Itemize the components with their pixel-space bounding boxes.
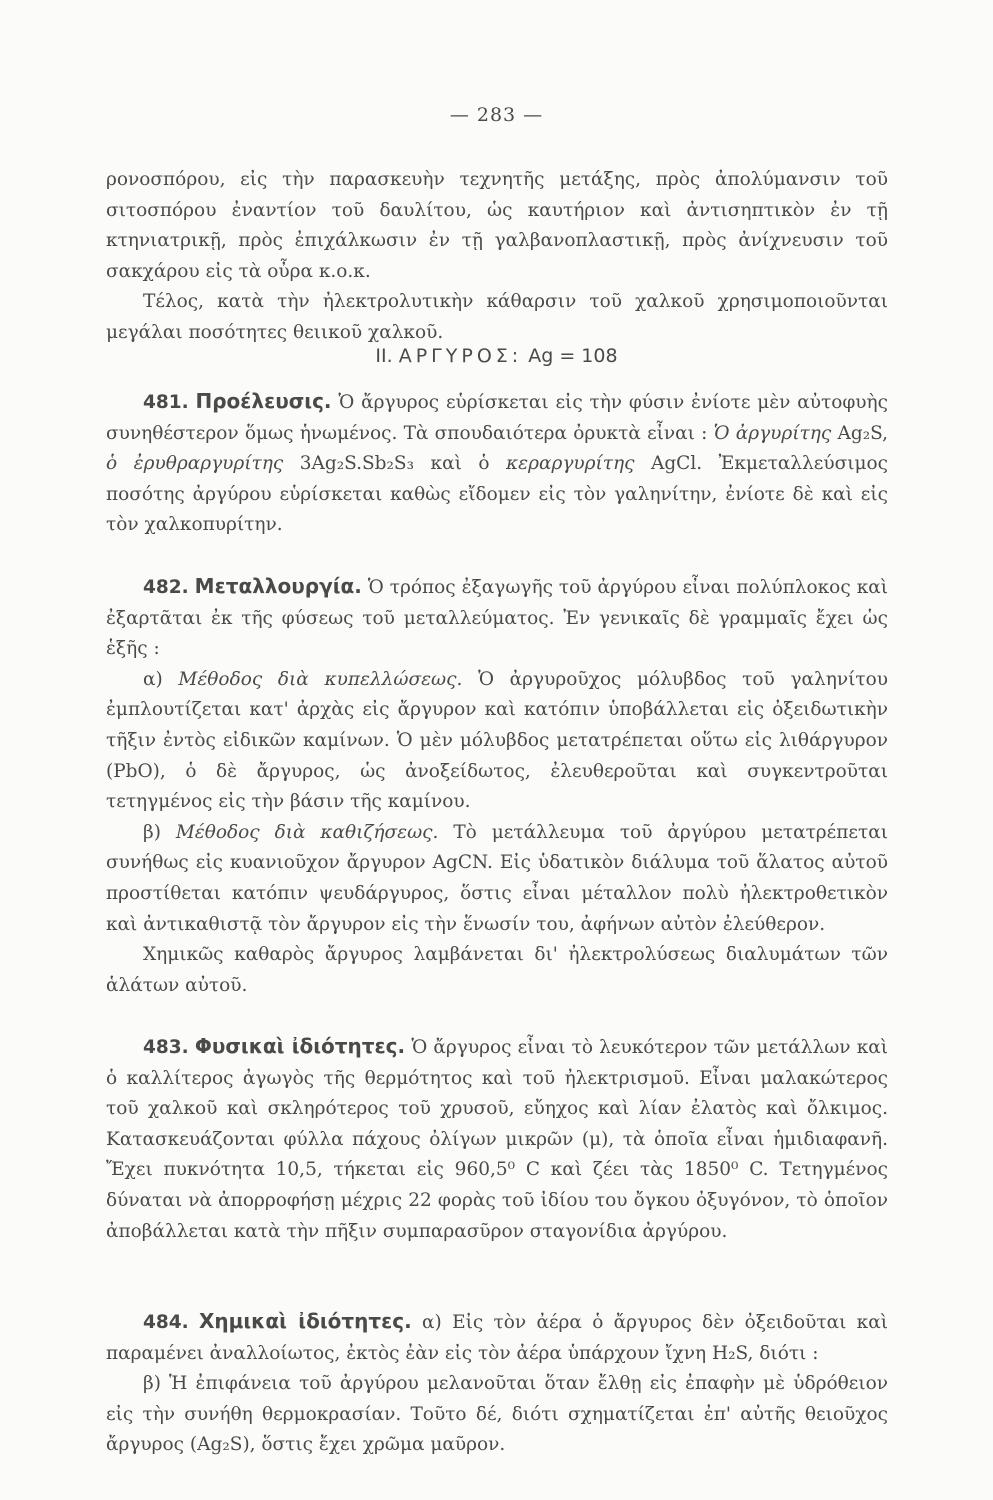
paragraph-484 [106,1306,888,1369]
method-label: β) [143,821,161,843]
paragraph-number: 482. [143,577,189,598]
intro-paragraph-2: Τέλος, κατὰ τὴν ἠλεκτρολυτικὴν κάθαρσιν τοῦ χαλκοῦ χρησιμοποιοῦνται μεγάλαι ποσότητες θειικοῦ χαλκοῦ. [106,291,888,343]
paragraph-text: α) Εἰς τὸν ἀέρα ὁ ἄργυρος δὲν ὀξειδοῦται καὶ παραμένει ἀναλλοίωτος, ἐκτὸς ἐὰν εἰς τὸν ἀέρα ὑπάρχουν ἴχνη H₂S, διότι : [106,1312,888,1364]
paragraph-481 [106,386,888,541]
paragraph-text: Ὁ ἄργυρος εἶναι τὸ λευκότερον τῶν μετάλλων καὶ ὁ καλλίτερος ἀγωγὸς τῆς θερμότητος καὶ τοῦ ἠλεκτρισμοῦ. Εἶναι μαλακώτερος τοῦ χαλκοῦ καὶ σκληρότερος τοῦ χρυσοῦ, εὔηχος καὶ λίαν ἐλατὸς καὶ ὄλκιμος. Κατασκευάζονται φύλλα πάχους ὀλίγων μικρῶν (μ), τὰ ὁποῖα εἶναι ἡμιδιαφανῆ. Ἔχει πυκνότητα 10,5, τήκεται εἰς 960,5⁰ C καὶ ζέει τὰς 1850⁰ C. Τετηγμένος δύναται νὰ ἀπορροφήσῃ μέχρις 22 φορὰς τοῦ ἰδίου του ὄγκου ὀξυγόνον, τὸ ὁποῖον ἀποβάλλεται κατὰ τὴν πῆξιν συμπαρασῦρον σταγονίδια ἀργύρου. [106,1037,889,1242]
paragraph-text: Ὁ ἄργυρος εὑρίσκεται εἰς τὴν φύσιν ἐνίοτε μὲν αὐτοφυὴς συνηθέστερον ὅμως ἡνωμένος. Τὰ σπουδαιότερα ὀρυκτὰ εἶναι : [106,392,888,444]
method-title: Μέθοδος διὰ καθιζήσεως. [175,821,439,843]
paragraph-482 [106,571,888,665]
mineral-name: Ὁ ἀργυρίτης [713,422,832,444]
electrolysis-paragraph: Χημικῶς καθαρὸς ἄργυρος λαμβάνεται δι' ἠλεκτρολύσεως διαλυμάτων τῶν ἁλάτων αὐτοῦ. [106,944,888,996]
page-number: — 283 — [449,104,544,126]
section-484 [106,1306,888,1461]
section-483 [106,1031,888,1247]
paragraph-text: Ὁ τρόπος ἐξαγωγῆς τοῦ ἀργύρου εἶναι πολύπλοκος καὶ ἐξαρτᾶται ἐκ τῆς φύσεως τοῦ μεταλλεύματος. Ἐν γενικαῖς δὲ γραμμαῖς ἔχει ὡς ἑξῆς : [106,577,888,660]
paragraph-heading: Χημικαὶ ἰδιότητες. [198,1309,412,1333]
mineral-name: ὁ ἐρυθραργυρίτης [106,453,284,475]
section-title [0,345,993,367]
method-b-paragraph [106,818,888,940]
section-482 [106,571,888,1001]
method-text: Τὸ μετάλλευμα τοῦ ἀργύρου μετατρέπεται συνήθως εἰς κυανιοῦχον ἄργυρον AgCN. Εἰς ὑδατικὸν διάλυμα τοῦ ἅλατος αὐτοῦ προστίθεται κατόπιν ψευδάργυρος, ὅστις εἶναι μέταλλον πολὺ ἠλεκτροθετικὸν καὶ ἀντικαθιστᾷ τὸν ἄργυρον εἰς τὴν ἕνωσίν του, ἀφήνων αὐτὸν ἐλεύθερον. [106,821,888,935]
paragraph-heading: Μεταλλουργία. [194,574,362,598]
section-formula: Ag = 108 [528,345,618,367]
section-numeral: II. [375,345,393,367]
intro-block [106,165,888,349]
paragraph-number: 484. [143,1312,189,1333]
section-481 [106,386,888,541]
chemical-formula: Ag₂S, [837,422,889,444]
paragraph-heading: Φυσικαὶ ἰδιότητες. [194,1034,406,1058]
paragraph-483 [106,1031,888,1247]
paragraph-484-b: β) Ἡ ἐπιφάνεια τοῦ ἀργύρου μελανοῦται ὅταν ἔλθῃ εἰς ἐπαφὴν μὲ ὑδρόθειον εἰς τὴν συνήθη θερμοκρασίαν. Τοῦτο δέ, διότι σχηματίζεται ἐπ' αὐτῆς θειοῦχος ἄργυρος (Ag₂S), ὅστις ἔχει χρῶμα μαῦρον. [106,1373,888,1456]
method-text: Ὁ ἀργυροῦχος μόλυβδος τοῦ γαληνίτου ἐμπλουτίζεται κατ' ἀρχὰς εἰς ἄργυρον καὶ κατόπιν ὑποβάλλεται εἰς ὀξειδωτικὴν τῆξιν ἐντὸς εἰδικῶν καμίνων. Ὁ μὲν μόλυβδος μετατρέπεται οὕτω εἰς λιθάργυρον (PbO), ὁ δὲ ἄργυρος, ὡς ἀνοξείδωτος, ἐλευθεροῦται καὶ συγκεντροῦται τετηγμένος εἰς τὴν βάσιν τῆς καμίνου. [106,668,888,813]
paragraph-heading: Προέλευσις. [195,389,332,413]
section-name: ΑΡΓΥΡΟΣ: [398,345,523,367]
paragraph-text: AgCl. Ἐκμεταλλεύσιμος ποσότης ἀργύρου εὑρίσκεται καθὼς εἴδομεν εἰς τὸν γαληνίτην, ἐνίοτε δὲ καὶ εἰς τὸν χαλκοπυρίτην. [106,453,888,536]
intro-paragraph-1: ρονοσπόρου, εἰς τὴν παρασκευὴν τεχνητῆς μετάξης, πρὸς ἀπολύμανσιν τοῦ σιτοσπόρου ἐναντίον τοῦ δαυλίτου, ὡς καυτήριον καὶ ἀντισηπτικὸν ἐν τῇ κτηνιατρικῇ, πρὸς ἐπιχάλκωσιν ἐν τῇ γαλβανοπλαστικῇ, πρὸς ἀνίχνευσιν τοῦ σακχάρου εἰς τὰ οὖρα κ.ο.κ. [106,169,888,282]
paragraph-number: 481. [143,392,189,413]
paragraph-text: καὶ ὁ [430,453,490,475]
method-a-paragraph [106,665,888,818]
method-title: Μέθοδος διὰ κυπελλώσεως. [178,668,463,690]
mineral-name: κεραργυρίτης [506,453,635,475]
method-label: α) [143,668,163,690]
chemical-formula: 3Ag₂S.Sb₂S₃ [299,453,415,475]
paragraph-number: 483. [143,1037,189,1058]
